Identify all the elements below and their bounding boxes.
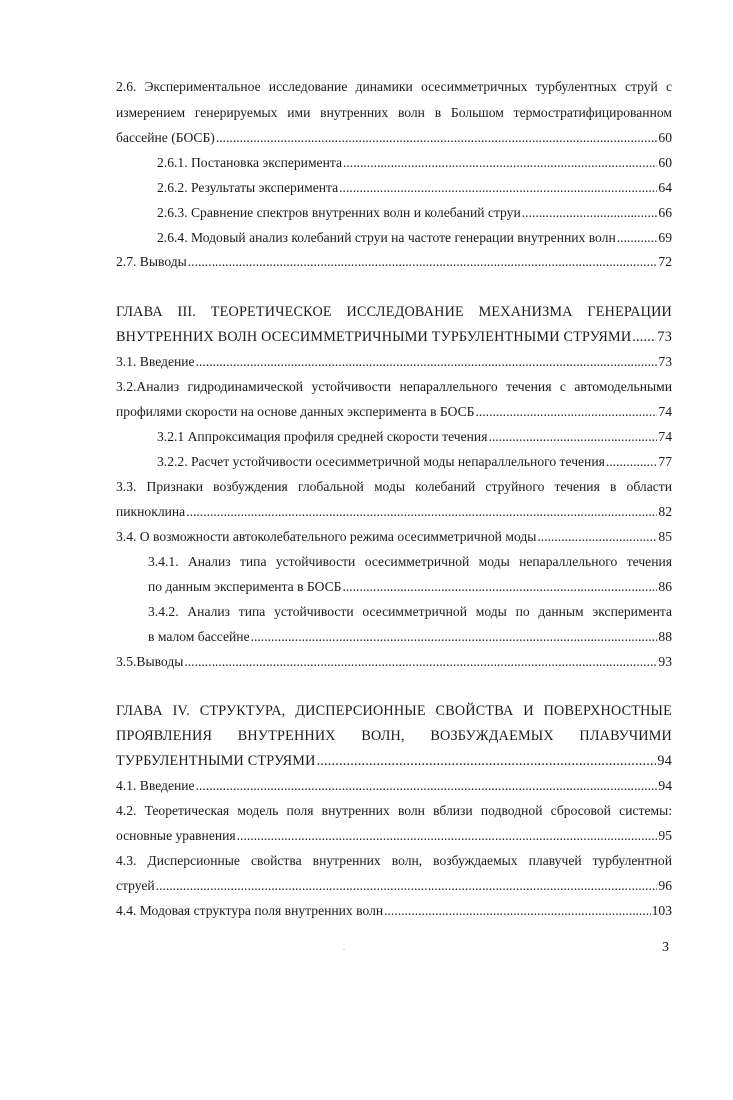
toc-2-7 [116,253,672,271]
toc-3-3-line1: 3.3. Признаки возбуждения глобальной моды колебаний струйного течения в области [116,479,672,494]
toc-entry-text: основные уравнения [116,828,236,843]
toc-page-number: 64 [658,180,672,195]
toc-entry-text: профилями скорости на основе данных эксперимента в БОСБ [116,404,475,419]
toc-page-number: 72 [658,254,672,269]
toc-page-number: 85 [658,529,672,544]
toc-chapter-3-line1: ГЛАВА III. ТЕОРЕТИЧЕСКОЕ ИССЛЕДОВАНИЕ МЕХАНИЗМА ГЕНЕРАЦИИ [116,304,672,320]
toc-entry-text: ТУРБУЛЕНТНЫМИ СТРУЯМИ [116,753,316,769]
toc-entry-text: 2.6.4. Модовый анализ колебаний струи на частоте генерации внутренних волн [157,230,616,245]
toc-page-number: 73 [657,329,672,345]
toc-2-6-line2: измерением генерируемых ими внутренних волн в Большом термостратифицированном [116,105,672,120]
toc-3-4-1-line1: 3.4.1. Анализ типа устойчивости осесимметричной моды непараллельного течения [148,554,672,569]
toc-page-number: 73 [658,354,672,369]
toc-4-4 [116,902,672,920]
toc-2-6-3 [157,204,672,222]
toc-page-number: 96 [658,878,672,893]
toc-page-number: 66 [658,205,672,220]
toc-page-number: 60 [658,130,672,145]
toc-entry-text: 4.4. Модовая структура поля внутренних волн [116,903,384,918]
toc-4-3-line1: 4.3. Дисперсионные свойства внутренних волн, возбуждаемых плавучей турбулентной [116,853,672,868]
toc-3-4-2-line1: 3.4.2. Анализ типа устойчивости осесимметричной моды по данным эксперимента [148,604,672,619]
toc-page-number: 69 [658,230,672,245]
toc-page-number: 88 [658,629,672,644]
toc-entry-text: ВНУТРЕННИХ ВОЛН ОСЕСИММЕТРИЧНЫМИ ТУРБУЛЕНТНЫМИ СТРУЯМИ [116,329,632,345]
toc-2-6-4 [157,229,672,247]
toc-chapter-4-line3 [116,752,672,770]
toc-3-2-line1: 3.2.Анализ гидродинамической устойчивости непараллельного течения с автомодельными [116,379,672,394]
toc-2-6-line3 [116,129,672,147]
toc-page-number: 94 [657,753,672,769]
toc-entry-text: 3.2.1 Аппроксимация профиля средней скорости течения [157,429,488,444]
toc-3-4-1-line2 [148,578,672,596]
toc-page-number: 77 [658,454,672,469]
toc-3-2-line2 [116,403,672,421]
toc-page-number: 93 [658,654,672,669]
toc-entry-text: 3.5.Выводы [116,654,184,669]
toc-entry-text: 3.1. Введение [116,354,195,369]
toc-entry-text: по данным эксперимента в БОСБ [148,579,342,594]
toc-page-number: 74 [658,404,672,419]
toc-3-4 [116,528,672,546]
toc-2-6-1 [157,154,672,172]
toc-page-number: 60 [658,155,672,170]
toc-3-1 [116,353,672,371]
toc-4-2-line2 [116,827,672,845]
toc-entry-text: 4.1. Введение [116,778,195,793]
toc-3-4-2-line2 [148,628,672,646]
toc-4-3-line2 [116,877,672,895]
toc-chapter-3-line2 [116,328,672,346]
toc-chapter-4-line2: ПРОЯВЛЕНИЯ ВНУТРЕННИХ ВОЛН, ВОЗБУЖДАЕМЫХ ПЛАВУЧИМИ [116,728,672,744]
toc-entry-text: 2.6.3. Сравнение спектров внутренних волн и колебаний струи [157,205,521,220]
toc-entry-text: 2.7. Выводы [116,254,187,269]
toc-entry-text: 2.6.2. Результаты эксперимента [157,180,339,195]
toc-page-number: 86 [658,579,672,594]
toc-page-number: 74 [658,429,672,444]
toc-3-3-line2 [116,503,672,521]
toc-2-6-2 [157,179,672,197]
toc-page-number: 103 [651,903,672,918]
toc-page-number: 94 [658,778,672,793]
toc-3-2-2 [157,453,672,471]
toc-4-2-line1: 4.2. Теоретическая модель поля внутренних волн вблизи подводной сбросовой системы: [116,803,672,818]
scan-mark: . [343,943,345,952]
toc-page-number: 82 [658,504,672,519]
toc-entry-text: 3.4. О возможности автоколебательного режима осесимметричной моды [116,529,537,544]
toc-entry-text: 3.2.2. Расчет устойчивости осесимметричной моды непараллельного течения [157,454,605,469]
toc-entry-text: бассейне (БОСБ) [116,130,215,145]
toc-entry-text: пикноклина [116,504,186,519]
toc-3-2-1 [157,428,672,446]
toc-4-1 [116,777,672,795]
toc-entry-text: в малом бассейне [148,629,250,644]
toc-3-5 [116,653,672,671]
toc-entry-text: струей [116,878,155,893]
toc-2-6-line1: 2.6. Экспериментальное исследование динамики осесимметричных турбулентных струй с [116,79,672,94]
toc-chapter-4-line1: ГЛАВА IV. СТРУКТУРА, ДИСПЕРСИОННЫЕ СВОЙСТВА И ПОВЕРХНОСТНЫЕ [116,703,672,719]
page-number: 3 [662,940,669,955]
toc-page-number: 95 [658,828,672,843]
toc-entry-text: 2.6.1. Постановка эксперимента [157,155,342,170]
